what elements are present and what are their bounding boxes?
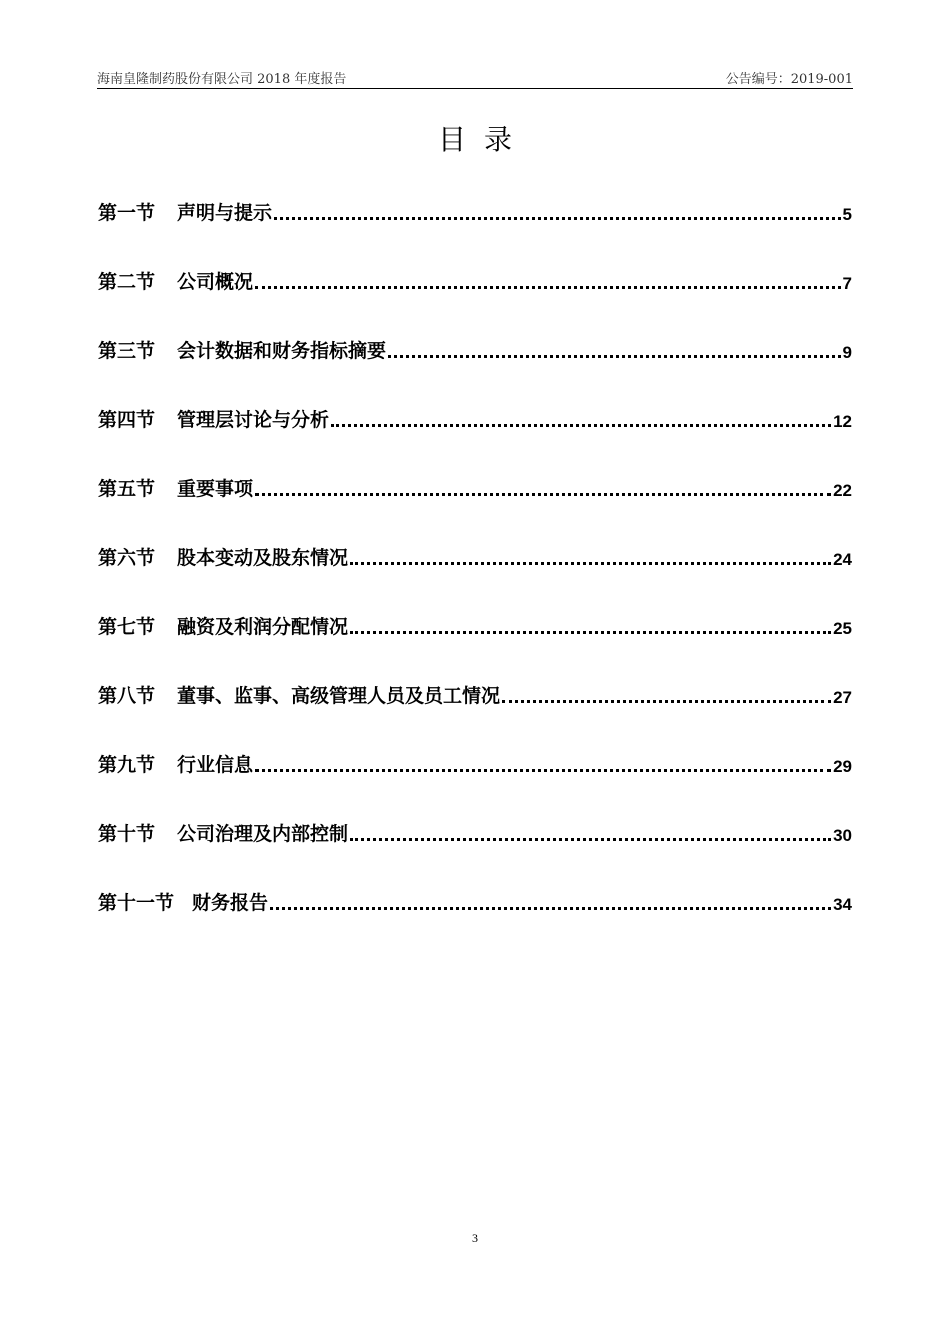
toc-leader-dots [255,768,831,772]
toc-section: 第七节 [98,616,156,638]
toc-title: 管理层讨论与分析 [177,409,330,431]
toc-section: 第八节 [98,685,156,707]
toc-section: 第六节 [98,547,156,569]
toc-page-number: 7 [842,274,852,293]
toc-page-number: 27 [833,688,852,707]
toc-page-number: 24 [833,550,852,569]
toc-item-4[interactable] [98,402,852,432]
page-header [97,66,853,89]
toc-item-8[interactable] [98,678,852,708]
toc-leader-dots [255,492,831,496]
header-company-report: 海南皇隆制药股份有限公司 2018 年度报告 [97,72,347,87]
toc-title: 声明与提示 [177,202,273,224]
toc-leader-dots [255,285,841,289]
toc-item-9[interactable] [98,747,852,777]
page-number: 3 [472,1231,478,1245]
toc-section: 第二节 [98,271,156,293]
toc-section: 第十一节 [98,892,175,914]
toc-section: 第三节 [98,340,156,362]
toc-title: 公司概况 [177,271,254,293]
toc-item-2[interactable] [98,264,852,294]
toc-title: 行业信息 [177,754,254,776]
toc-section: 第一节 [98,202,156,224]
toc-item-11[interactable] [98,885,852,915]
toc-page-number: 25 [833,619,852,638]
toc-page-number: 22 [833,481,852,500]
toc-item-7[interactable] [98,609,852,639]
toc-section: 第四节 [98,409,156,431]
toc-section: 第九节 [98,754,156,776]
toc-item-6[interactable] [98,540,852,570]
toc-title: 重要事项 [177,478,254,500]
toc-page-number: 12 [833,412,852,431]
toc-leader-dots [270,906,831,910]
toc-leader-dots [350,630,831,634]
toc-leader-dots [502,699,831,703]
toc-title: 董事、监事、高级管理人员及员工情况 [177,685,501,707]
toc-section: 第十节 [98,823,156,845]
toc-item-3[interactable] [98,333,852,363]
toc-title: 融资及利润分配情况 [177,616,349,638]
header-announcement-number: 公告编号：2019-001 [725,72,853,87]
toc-page-number: 5 [842,205,852,224]
toc-leader-dots [274,216,841,220]
toc-leader-dots [388,354,841,358]
toc-title: 股本变动及股东情况 [177,547,349,569]
toc-page-number: 29 [833,757,852,776]
toc-title: 公司治理及内部控制 [177,823,349,845]
toc-page-number: 9 [842,343,852,362]
toc-item-1[interactable] [98,195,852,225]
toc-leader-dots [350,837,831,841]
toc-item-10[interactable] [98,816,852,846]
toc-section: 第五节 [98,478,156,500]
toc-leader-dots [331,423,831,427]
toc-page-number: 34 [833,895,852,914]
toc-page-number: 30 [833,826,852,845]
toc-title: 财务报告 [192,892,269,914]
toc-leader-dots [350,561,831,565]
toc-title: 会计数据和财务指标摘要 [177,340,387,362]
page-title: 目录 [437,123,530,156]
toc-item-5[interactable] [98,471,852,501]
